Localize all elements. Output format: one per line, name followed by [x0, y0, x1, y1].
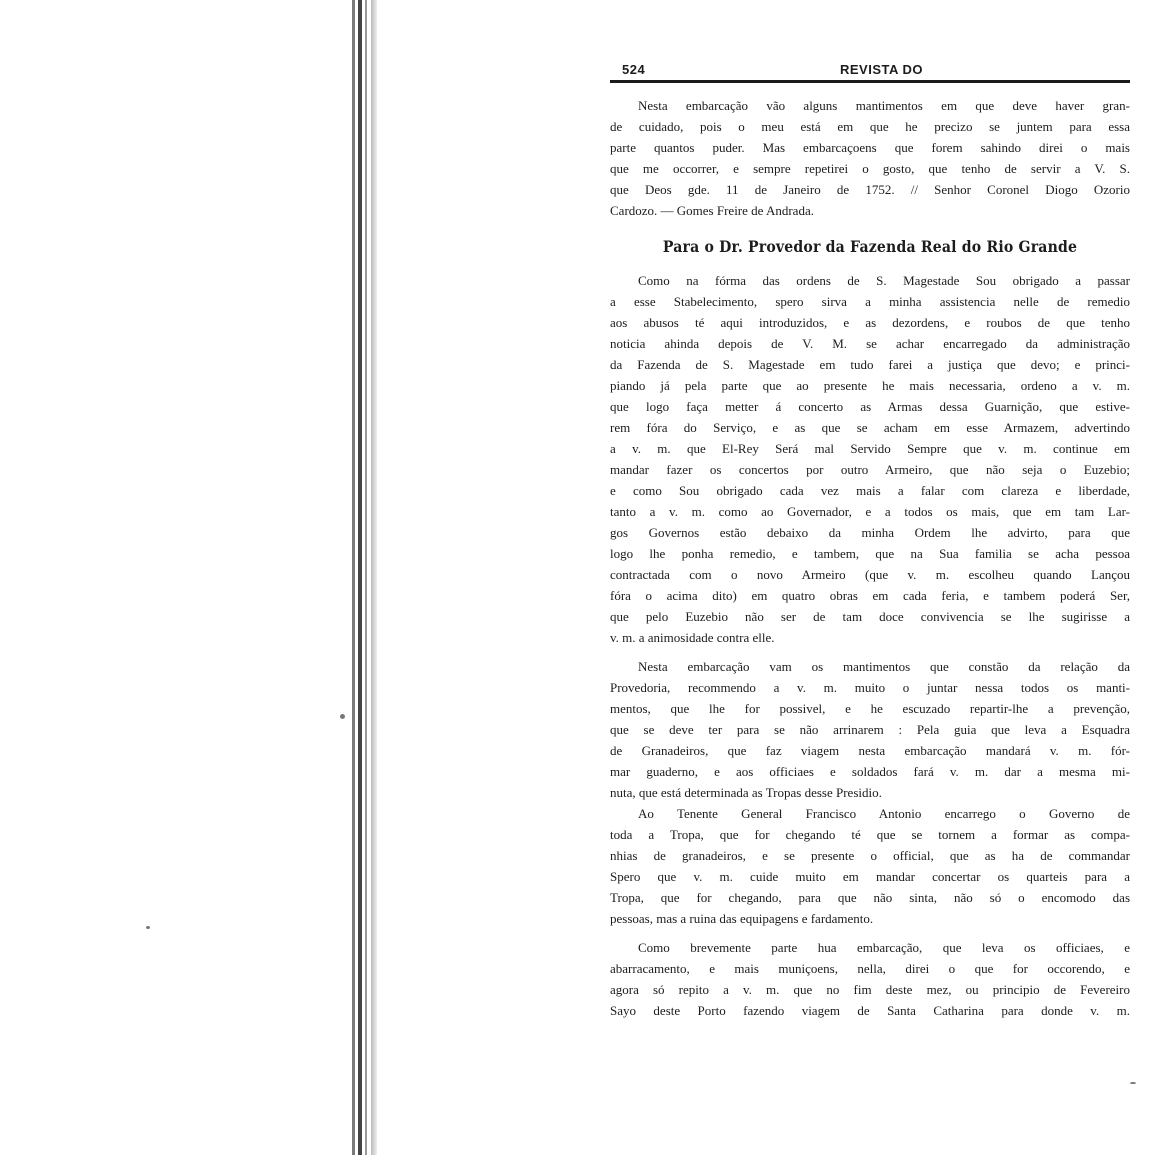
text-line: toda a Tropa, que for chegando té que se tornem a formar as compa-	[610, 827, 1130, 842]
text-line: v. m. a animosidade contra elle.	[610, 630, 775, 645]
text-line: mandar fazer os concertos por outro Armeiro, que não seja o Euzebio;	[610, 462, 1130, 477]
running-title: REVISTA DO	[840, 62, 924, 77]
running-header	[610, 58, 1130, 80]
scan-speck	[146, 926, 150, 929]
text-line: que se deve ter para se não arrinarem : Pela guia que leva a Esquadra	[610, 722, 1130, 737]
text-line: a v. m. que El-Rey Será mal Servido Sempre que v. m. continue em	[610, 441, 1130, 456]
scan-speck	[1130, 1082, 1136, 1084]
text-line: Provedoria, recommendo a v. m. muito o juntar nessa todos os manti-	[610, 680, 1130, 695]
text-line: que Deos gde. 11 de Janeiro de 1752. // Senhor Coronel Diogo Ozorio	[610, 182, 1130, 197]
text-line: Nesta embarcação vam os mantimentos que constão da relação da	[638, 659, 1130, 674]
body-paragraph	[610, 656, 1130, 803]
text-line: Spero que v. m. cuide muito em mandar concertar os quarteis para a	[610, 869, 1130, 884]
page-text-column	[610, 58, 1130, 1021]
text-line: de Granadeiros, que faz viagem nesta embarcação mandará v. m. fór-	[610, 743, 1130, 758]
body-paragraph	[610, 803, 1130, 929]
text-line: que pelo Euzebio não ser de tam doce convivencia se lhe sugirisse a	[610, 609, 1130, 624]
body-paragraph	[610, 270, 1130, 648]
text-line: parte quantos puder. Mas embarcaçoens que forem sahindo direi o mais	[610, 140, 1130, 155]
text-line: abarracamento, e mais muniçoens, nella, direi o que for occorendo, e	[610, 961, 1130, 976]
text-line: e como Sou obrigado cada vez mais a falar com clareza e liberdade,	[610, 483, 1130, 498]
page-number: 524	[622, 62, 646, 77]
text-line: Sayo deste Porto fazendo viagem de Santa Catharina para donde v. m.	[610, 1003, 1130, 1018]
text-line: logo lhe ponha remedio, e tambem, que na Sua familia se acha pessoa	[610, 546, 1130, 561]
text-line: mar guaderno, e aos officiaes e soldados fará v. m. dar a mesma mi-	[610, 764, 1130, 779]
scan-speck	[340, 714, 345, 719]
text-line: da Fazenda de S. Magestade em tudo farei a justiça que devo; e princi-	[610, 357, 1130, 372]
opening-paragraph	[610, 95, 1130, 221]
text-line: mentos, que lhe for possivel, e he escuzado repartir-lhe a prevenção,	[610, 701, 1130, 716]
text-line: rem fóra do Serviço, e as que se acham em esse Armazem, advertindo	[610, 420, 1130, 435]
text-line: Como brevemente parte hua embarcação, que leva os officiaes, e	[638, 940, 1130, 955]
text-line: que me occorrer, e sempre repetirei o gosto, que tenho de servir a V. S.	[610, 161, 1130, 176]
text-line: Ao Tenente General Francisco Antonio encarrego o Governo de	[638, 806, 1130, 821]
section-title: Para o Dr. Provedor da Fazenda Real do Rio Grande	[662, 237, 1078, 256]
text-line: noticia ahinda depois de V. M. se achar encarregado da administração	[610, 336, 1130, 351]
text-line: Cardozo. — Gomes Freire de Andrada.	[610, 203, 814, 218]
text-line: agora só repito a v. m. que no fim deste mez, ou principio de Fevereiro	[610, 982, 1130, 997]
text-line: fóra o acima dito) em quatro obras em cada feria, e tambem poderá Ser,	[610, 588, 1130, 603]
text-line: tanto a v. m. como ao Governador, e a todos os mais, que em tam Lar-	[610, 504, 1130, 519]
body-paragraph	[610, 937, 1130, 1021]
header-rule	[610, 80, 1130, 83]
text-line: a esse Stabelecimento, spero sirva a minha assistencia nelle de remedio	[610, 294, 1130, 309]
text-line: aos abusos té aqui introduzidos, e as dezordens, e roubos de que tenho	[610, 315, 1130, 330]
text-line: Tropa, que for chegando, para que não sinta, não só o encomodo das	[610, 890, 1130, 905]
text-line: pessoas, mas a ruina das equipagens e fardamento.	[610, 911, 874, 926]
text-line: piando já pela parte que ao presente he mais necessaria, ordeno a v. m.	[610, 378, 1130, 393]
text-line: nhias de granadeiros, e se presente o official, que as ha de commandar	[610, 848, 1130, 863]
text-line: contractada com o novo Armeiro (que v. m. escolheu quando Lançou	[610, 567, 1130, 582]
text-line: de cuidado, pois o meu está em que he precizo se juntem para essa	[610, 119, 1130, 134]
text-line: Nesta embarcação vão alguns mantimentos em que deve haver gran-	[638, 98, 1130, 113]
text-line: gos Governos estão debaixo da minha Ordem lhe advirto, para que	[610, 525, 1130, 540]
text-line: nuta, que está determinada as Tropas desse Presidio.	[610, 785, 882, 800]
text-line: Como na fórma das ordens de S. Magestade Sou obrigado a passar	[638, 273, 1130, 288]
book-binding-gutter	[352, 0, 382, 1155]
text-line: que logo faça metter á concerto as Armas dessa Guarnição, que estive-	[610, 399, 1130, 414]
